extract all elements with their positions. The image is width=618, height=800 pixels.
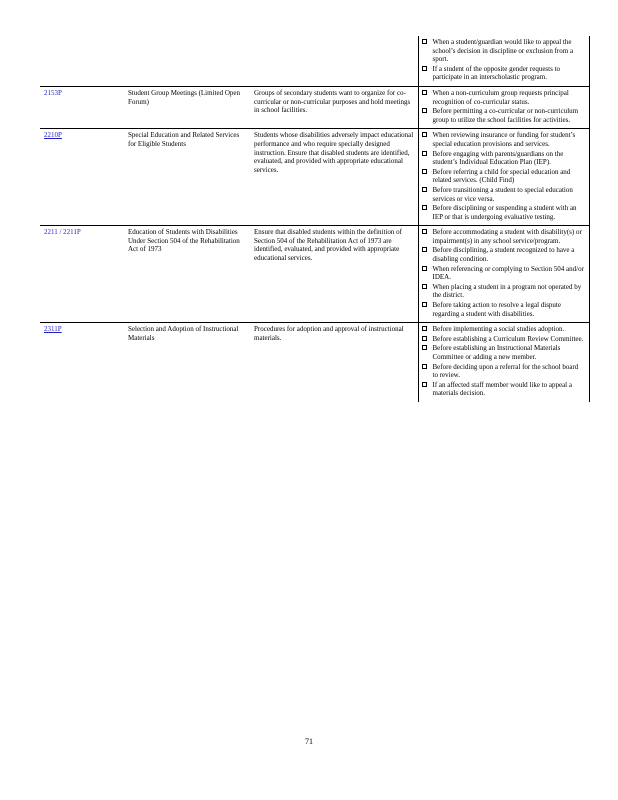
checkbox-icon [422, 266, 427, 271]
policy-title-cell [124, 36, 250, 86]
table-row [40, 323, 589, 402]
policy-description-cell [250, 36, 418, 86]
checkbox-icon [422, 90, 427, 95]
item-text: Before taking action to resolve a legal dispute regarding a student with disabilities. [432, 301, 561, 318]
policy-items-cell [418, 86, 589, 128]
item-list [422, 228, 585, 318]
checkbox-icon [422, 205, 427, 210]
list-item [422, 107, 585, 124]
checkbox-icon [422, 345, 427, 350]
policy-description-cell [250, 226, 418, 323]
policy-code-link[interactable]: 2311P [44, 325, 62, 334]
list-item [422, 89, 585, 106]
policy-title: Student Group Meetings (Limited Open Forum) [128, 88, 240, 106]
policy-items-cell [418, 36, 589, 86]
list-item [422, 228, 585, 245]
item-list [422, 89, 585, 124]
policy-code: 2211 / 2211P [44, 228, 81, 237]
table-row [40, 129, 589, 226]
item-text: Before disciplining, a student recognized to have a disabling condition. [432, 246, 575, 264]
policy-code: 2153P [44, 88, 62, 97]
item-text: When a student/guardian would like to appeal the school’s decision in discipline or exclusion from a sport. [432, 38, 574, 64]
item-text: If a student of the opposite gender requests to participate in an interscholastic program. [432, 64, 561, 82]
list-item [422, 265, 585, 282]
policy-title-cell [124, 86, 250, 128]
item-text: Before establishing an Instructional Materials Committee or adding a new member. [432, 344, 561, 361]
table-row [40, 36, 589, 86]
policy-code-cell [40, 86, 124, 128]
policy-title: Selection and Adoption of Instructional Materials [128, 325, 239, 342]
item-text: Before transitioning a student to special education services or vice versa. [432, 185, 573, 203]
list-item [422, 301, 585, 318]
policy-items-cell [418, 226, 589, 323]
list-item [422, 65, 585, 82]
list-item [422, 186, 585, 203]
item-list [422, 325, 585, 398]
policy-items-cell [418, 129, 589, 226]
checkbox-icon [422, 336, 427, 341]
policy-description-cell [250, 86, 418, 128]
policy-code-cell [40, 323, 124, 402]
checkbox-icon [422, 151, 427, 156]
item-text: When referencing or complying to Section 504 and/or IDEA. [432, 264, 584, 282]
policy-description: Groups of secondary students want to organize for co-curricular or non-curricular purposes and hold meetings in school facilities. [254, 88, 411, 115]
item-text: When placing a student in a program not operated by the district. [432, 282, 582, 300]
list-item [422, 363, 585, 380]
checkbox-icon [422, 187, 427, 192]
policy-title-cell [124, 129, 250, 226]
policy-code-cell [40, 129, 124, 226]
list-item [422, 246, 585, 263]
item-text: When reviewing insurance or funding for student’s special education provisions and services. [432, 131, 576, 148]
item-text: Before permitting a co-curricular or non-curriculum group to utilize the school facilities for activities. [432, 107, 579, 124]
checkbox-icon [422, 302, 427, 307]
checkbox-icon [422, 108, 427, 113]
item-text: Before accommodating a student with disability(s) or impairment(s) in any school service/program. [432, 228, 582, 245]
policy-description: Students whose disabilities adversely impact educational performance and who require specially designed instruction. Ensure that disabled students are identified, evaluated, and provided with appropriate educational services. [254, 131, 414, 174]
checkbox-icon [422, 382, 427, 387]
policy-items-cell [418, 323, 589, 402]
policy-description: Ensure that disabled students within the definition of Section 504 of the Rehabilitation Act of 1973 are identified, evaluated, and provided with appropriate educational services. [254, 228, 402, 263]
policy-title: Education of Students with Disabilities Under Section 504 of the Rehabilitation Act of 1973 [128, 228, 240, 254]
item-text: When a non-curriculum group requests principal recognition of co-curricular status. [432, 88, 569, 106]
checkbox-icon [422, 169, 427, 174]
policy-title-cell [124, 323, 250, 402]
checkbox-icon [422, 66, 427, 71]
checkbox-icon [422, 132, 427, 137]
item-text: Before deciding upon a referral for the school board to review. [432, 362, 579, 380]
policy-description-cell [250, 129, 418, 226]
list-item [422, 204, 585, 221]
item-text: Before referring a child for special education and related services. (Child Find) [432, 167, 571, 185]
item-text: If an affected staff member would like to appeal a materials decision. [432, 380, 572, 398]
list-item [422, 325, 585, 334]
list-item [422, 150, 585, 167]
item-text: Before establishing a Curriculum Review Committee. [432, 334, 584, 343]
table-row [40, 86, 589, 128]
list-item [422, 344, 585, 361]
policy-table [40, 36, 590, 402]
checkbox-icon [422, 284, 427, 289]
item-text: Before implementing a social studies adoption. [432, 325, 565, 334]
policy-code-link[interactable]: 2210P [44, 131, 62, 140]
checkbox-icon [422, 229, 427, 234]
table-row [40, 226, 589, 323]
checkbox-icon [422, 364, 427, 369]
item-text: Before disciplining or suspending a student with an IEP or that is undergoing evaluative testing. [432, 204, 577, 221]
policy-code-cell [40, 36, 124, 86]
item-text: Before engaging with parents/guardians on the student’s Individual Education Plan (IEP). [432, 149, 564, 167]
checkbox-icon [422, 247, 427, 252]
item-list [422, 131, 585, 221]
policy-title-cell [124, 226, 250, 323]
list-item [422, 335, 585, 344]
policy-description-cell [250, 323, 418, 402]
policy-code-cell [40, 226, 124, 323]
policy-title: Special Education and Related Services for Eligible Students [128, 131, 240, 148]
list-item [422, 381, 585, 398]
list-item [422, 168, 585, 185]
item-list [422, 38, 585, 82]
policy-description: Procedures for adoption and approval of instructional materials. [254, 325, 404, 342]
list-item [422, 283, 585, 300]
list-item [422, 131, 585, 148]
list-item [422, 38, 585, 64]
checkbox-icon [422, 39, 427, 44]
checkbox-icon [422, 326, 427, 331]
page-number: 71 [305, 737, 313, 746]
